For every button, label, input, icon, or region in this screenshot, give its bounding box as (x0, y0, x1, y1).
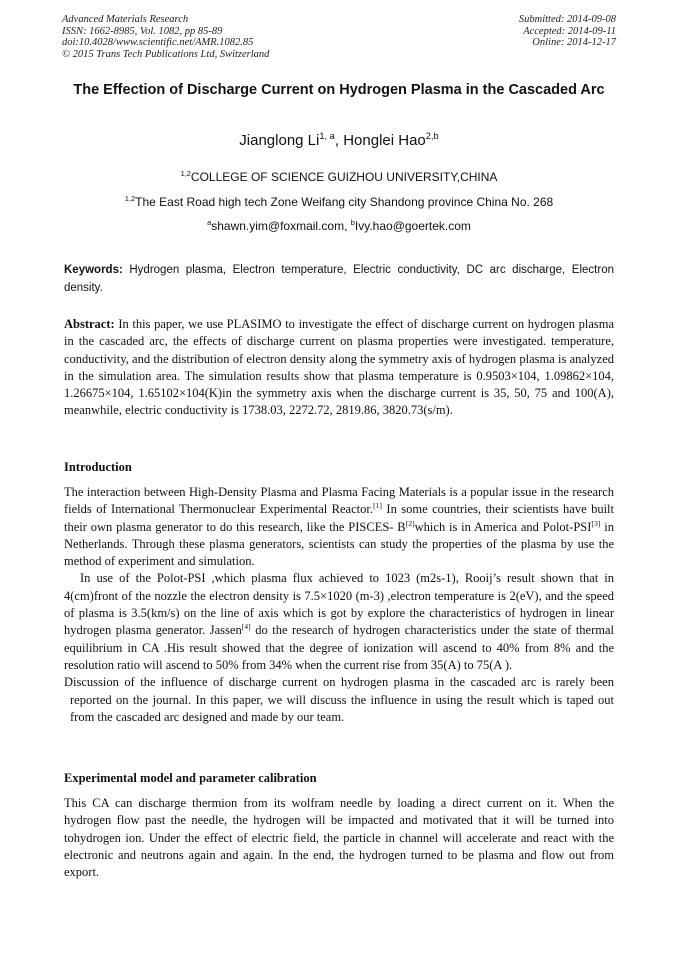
intro-p1-text-b: In some countries, their scientists have built their own plasma generator to do this research, like the PISCES- B (64, 502, 614, 534)
email-b: Ivy.hao@goertek.com (354, 219, 471, 233)
affiliation-2-mark: 1,2 (124, 194, 136, 203)
intro-p2-text-b: do the research of hydrogen characteristics under the state of thermal equilibrium in CA .His result showed that the degree of ionization will ascend to 40% from 8% and the resolution ratio will ascend to 50% from 34% when the current rise from 35(A) to 75(A ). (64, 623, 615, 672)
citation-4: [4] (241, 622, 251, 632)
email-a-mark: a (207, 218, 212, 227)
experimental-heading: Experimental model and parameter calibration (64, 771, 317, 785)
paper-title: The Effection of Discharge Current on Hydrogen Plasma in the Cascaded Arc (73, 82, 605, 98)
abstract (64, 316, 614, 420)
intro-p1-text-a: The interaction between High-Density Plasma and Plasma Facing Materials is a popular issue in the research fields of International Thermonuclear Experimental Reactor. (64, 485, 614, 517)
author-1-affiliation-mark: 1, a (319, 131, 335, 141)
citation-3: [3] (591, 518, 601, 528)
affiliation-1-mark: 1,2 (180, 169, 191, 178)
intro-paragraph-3 (64, 674, 614, 726)
author-2-name: Honglei Hao (343, 132, 426, 149)
author-1-name: Jianglong Li (239, 132, 320, 149)
author-separator: , (334, 132, 344, 149)
doi-line: doi:10.4028/www.scientific.net/AMR.1082.85 (62, 37, 254, 49)
affiliation-2 (0, 195, 678, 209)
journal-name: Advanced Materials Research (62, 14, 189, 25)
abstract-text: In this paper, we use PLASIMO to investigate the effect of discharge current on hydrogen plasma in the cascaded arc, the effects of discharge current on plasma properties were investigated. temperature, conductivity, and the distribution of electron density along the symmetry axis of hydrogen plasma is analyzed in the simulation area. The simulation results show that plasma temperature is 0.9503×104, 1.09862×104, 1.26675×104, 1.65102×104(K)in the symmetry axis when the discharge current is 35, 50, 75 and 100(A), meanwhile, electric conductivity is 1738.03, 2272.72, 2819.86, 3820.73(s/m). (64, 317, 614, 418)
email-b-mark: b (350, 218, 355, 227)
publication-dates (519, 14, 616, 49)
affiliation-1 (0, 170, 678, 184)
publication-info (62, 14, 269, 60)
keywords-text: Hydrogen plasma, Electron temperature, Electric conductivity, DC arc discharge, Electron density. (64, 264, 614, 294)
experimental-body (64, 795, 614, 881)
author-list (0, 132, 678, 149)
author-2-affiliation-mark: 2,b (425, 131, 439, 141)
affiliation-1-text: COLLEGE OF SCIENCE GUIZHOU UNIVERSITY,CHINA (190, 170, 498, 184)
intro-p1-text-d: in Netherlands. Through these plasma generators, scientists can study the properties of the plasma by use the method of experiment and simulation. (64, 519, 614, 569)
submitted-date: Submitted: 2014-09-08 (518, 14, 616, 25)
affiliation-2-text: The East Road high tech Zone Weifang city Shandong province China No. 268 (135, 195, 554, 209)
keywords-label: Keywords: (64, 264, 123, 276)
intro-p2-text-a: In use of the Polot-PSI ,which plasma flux achieved to 1023 (m2s-1), Rooij’s result shown that in 4(cm)front of the nozzle the electron density is 7.5×1020 (m-3) ,electron temperature is 2(eV), and the speed of plasma is 3.5(km/s) on the line of axis which is got by explore the characteristics of hydrogen in linear hydrogen plasma generator. Jassen (64, 571, 614, 638)
intro-paragraph-2 (64, 570, 614, 674)
email-a: shawn.yim@foxmail.com, (211, 219, 351, 233)
intro-paragraph-1 (64, 484, 614, 570)
intro-p1-text-c: which is in America and Polot-PSI (414, 519, 592, 534)
citation-2: [2] (405, 518, 415, 528)
online-date: Online: 2014-12-17 (532, 37, 616, 49)
issn-line: ISSN: 1662-8985, Vol. 1082, pp 85-89 (62, 25, 223, 37)
experimental-paragraph-1: This CA can discharge thermion from its wolfram needle by loading a direct current on it. When the hydrogen flow past the needle, the hydrogen will be impacted and motivated that it will be turned into tohydrogen ion. Under the effect of electric field, the particle in channel will accelerate and react with the electronic and neutrons again and again. In the end, the hydrogen turned to be plasma and flow out from export. (64, 796, 614, 880)
accepted-date: Accepted: 2014-09-11 (523, 25, 616, 37)
author-emails (0, 219, 678, 233)
intro-p3-text: Discussion of the influence of discharge current on hydrogen plasma in the cascaded arc is rarely been reported on the journal. In this paper, we will discuss the influence in using the result which is taped out from the cascaded arc designed and made by our team. (64, 675, 614, 724)
keywords (64, 262, 614, 297)
introduction-heading: Introduction (64, 460, 132, 474)
citation-1: [1] (372, 501, 382, 511)
copyright-line: © 2015 Trans Tech Publications Ltd, Switzerland (62, 48, 270, 60)
abstract-label: Abstract: (64, 317, 115, 331)
introduction-body (64, 484, 614, 726)
